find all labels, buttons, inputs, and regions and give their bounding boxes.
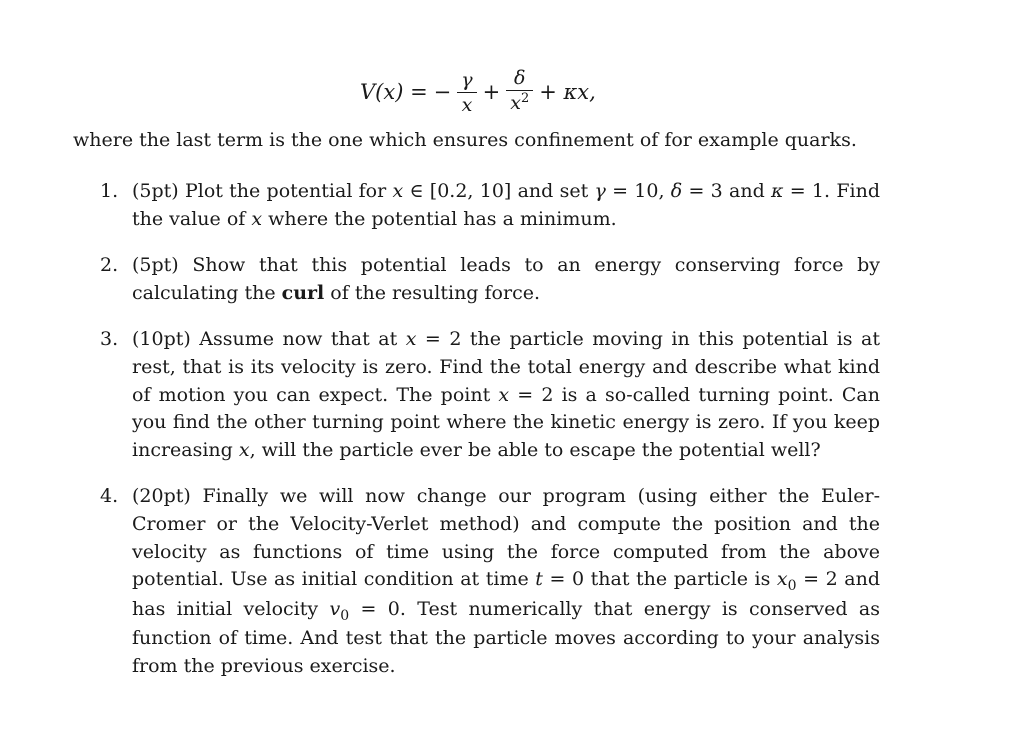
bold-term: curl — [281, 281, 325, 304]
exercise-text — [132, 328, 880, 460]
exercise-number: 3. — [100, 328, 119, 351]
text-run: = 2 the particle moving in this potential is at rest, that is its velocity is zero. Find the total energy and describe what kind of motion you can expect. The point — [132, 328, 880, 406]
text-run: (5pt) Show that this potential leads to an energy conserving force by calculating the — [132, 254, 880, 304]
text-run: = 1. Find the value of — [132, 180, 880, 230]
exercise-number: 4. — [100, 485, 119, 508]
text-run: , will the particle ever be able to escape the potential well? — [249, 438, 821, 461]
text-run: = 0. Test numerically that energy is conserved as function of time. And test that the particle moves according to your analysis from the previous exercise. — [132, 597, 880, 677]
exercise-item — [100, 252, 880, 307]
exercise-text — [132, 254, 880, 304]
exercise-item — [100, 483, 880, 680]
text-run: (10pt) Assume now that at — [132, 328, 406, 351]
text-run: ∈ [0.2, 10] and set — [403, 180, 595, 202]
fraction-gamma-over-x — [457, 68, 476, 117]
potential-equation — [357, 62, 599, 122]
exercise-text — [132, 485, 880, 677]
exercise-number: 1. — [100, 180, 119, 202]
math-symbol: x — [776, 568, 788, 591]
math-symbol: 0 — [340, 607, 350, 624]
math-symbol: x — [405, 328, 417, 351]
exercise-list — [100, 178, 880, 700]
intro-paragraph: where the last term is the one which ensures confinement of for example quarks. — [73, 129, 857, 151]
equation-tail: + κx, — [539, 80, 596, 104]
fraction-numerator: δ — [514, 67, 526, 89]
fraction-denominator — [506, 91, 533, 118]
fraction-denominator: x — [461, 93, 473, 116]
text-run: (5pt) Plot the potential for — [132, 180, 393, 202]
exercise-text — [132, 180, 880, 230]
denominator-base: x — [510, 92, 521, 114]
equation-minus: − — [433, 80, 452, 104]
math-symbol: 0 — [787, 578, 797, 595]
text-run: = 0 that the particle is — [542, 568, 777, 591]
denominator-exponent: 2 — [520, 91, 530, 106]
math-symbol: x — [498, 383, 510, 406]
math-symbol: x — [238, 438, 250, 461]
math-symbol: t — [535, 568, 543, 591]
text-run: = 2 is a so-called turning point. Can you find the other turning point where the kinetic energy is zero. If you keep increasing — [132, 383, 880, 461]
fraction-numerator: γ — [461, 68, 473, 91]
exercise-number: 2. — [100, 254, 119, 277]
math-symbol: x — [251, 207, 263, 230]
text-run: = 2 and has initial velocity — [132, 568, 880, 620]
math-symbol: δ — [670, 180, 683, 202]
equation-lhs: V(x) = — [360, 80, 428, 104]
exercise-item — [100, 326, 880, 464]
text-run: = 3 and — [682, 180, 772, 202]
text-run: (20pt) Finally we will now change our program (using either the Euler-Cromer or the Velocity-Verlet method) and compute the position and the velocity as functions of time using the force computed from the above potential. Use as initial condition at time — [132, 485, 880, 591]
exercise-item — [100, 178, 880, 233]
math-symbol: γ — [594, 180, 606, 202]
math-symbol: x — [392, 180, 404, 202]
math-symbol: κ — [771, 180, 784, 202]
math-symbol: v — [329, 597, 341, 620]
text-run: of the resulting force. — [324, 281, 540, 304]
text-run: where the potential has a minimum. — [262, 207, 617, 230]
fraction-delta-over-x-squared — [506, 66, 533, 118]
text-run: = 10, — [605, 180, 671, 202]
equation-plus: + — [482, 80, 501, 104]
